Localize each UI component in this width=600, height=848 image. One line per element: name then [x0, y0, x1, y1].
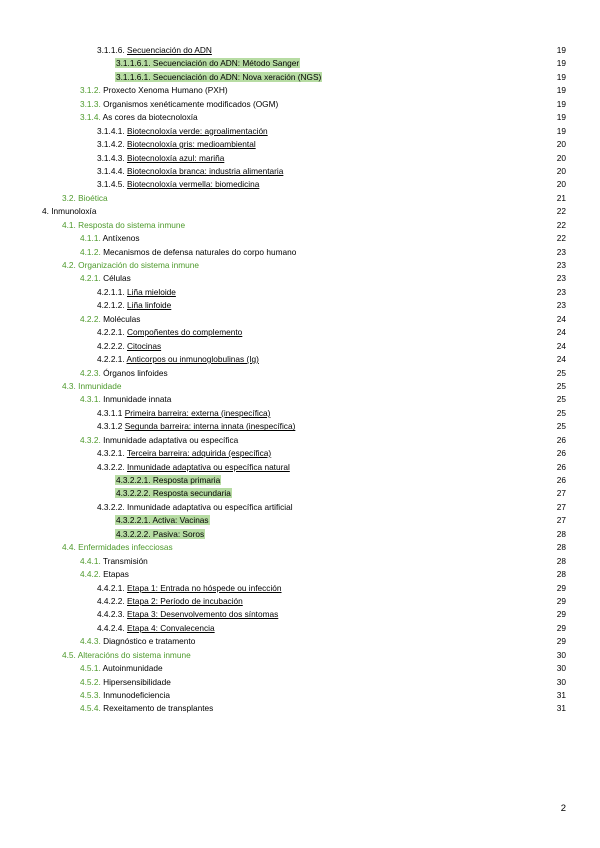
toc-entry-label[interactable]: Compoñentes do complemento: [127, 327, 243, 338]
toc-entry[interactable]: [0, 622, 600, 635]
toc-entry-number: 4.3.2.2.: [97, 461, 125, 472]
toc-entry-text: [97, 595, 243, 608]
toc-entry-page: 19: [556, 58, 566, 69]
toc-entry-label[interactable]: Pasiva: Soros: [152, 528, 205, 539]
toc-entry-label[interactable]: Biotecnoloxía branca: industria alimentaria: [127, 165, 284, 176]
toc-entry-number: 4.2.1.2.: [97, 300, 125, 311]
toc-entry[interactable]: [0, 608, 600, 621]
toc-entry-page: 22: [556, 206, 566, 217]
toc-entry[interactable]: [0, 568, 600, 581]
toc-entry-text: [97, 407, 270, 420]
toc-entry-page: 30: [556, 649, 566, 660]
toc-entry-label[interactable]: Resposta do sistema inmune: [78, 219, 186, 230]
toc-entry-page: 23: [556, 286, 566, 297]
toc-entry-text: [80, 111, 198, 124]
toc-entry-text: [97, 125, 268, 138]
toc-entry-number: 4.3.1.1: [97, 407, 123, 418]
toc-entry-text: [62, 192, 108, 205]
toc-entry-label[interactable]: Secuenciación do ADN: [127, 45, 212, 55]
toc-entry-number: 4.2.2.: [80, 313, 101, 324]
toc-entry-label[interactable]: Secuenciación do ADN: Nova xeración (NGS): [152, 71, 322, 82]
toc-entry-text: [42, 205, 96, 218]
toc-entry-label[interactable]: Inmunidade innata: [103, 394, 172, 405]
toc-entry-text: [97, 447, 271, 460]
toc-entry-number: 4.3.2.1.: [97, 448, 125, 459]
toc-entry-number: 3.1.1.6.1.: [116, 71, 151, 82]
toc-entry-number: 3.1.2.: [80, 85, 101, 96]
toc-entry-number: 3.1.4.2.: [97, 139, 125, 150]
toc-entry-text: [115, 487, 232, 500]
toc-entry-highlight: [115, 488, 232, 498]
toc-entry-number: 4.2.1.: [80, 273, 101, 284]
toc-entry-text: [97, 138, 256, 151]
toc-entry-text: [80, 232, 140, 245]
toc-entry[interactable]: [0, 57, 600, 70]
toc-entry[interactable]: [0, 555, 600, 568]
toc-entry-label[interactable]: Resposta secundaria: [152, 488, 231, 499]
toc-entry-page: 27: [556, 515, 566, 526]
toc-entry-label[interactable]: Organización do sistema inmune: [78, 260, 199, 270]
toc-entry-page: 22: [556, 233, 566, 244]
toc-entry[interactable]: [0, 461, 600, 474]
toc-entry-label[interactable]: Inmunidade adaptativa ou específica artificial: [127, 501, 293, 512]
toc-entry-label[interactable]: Biotecnoloxía vermella: biomedicina: [127, 179, 260, 190]
toc-entry-text: [115, 528, 205, 541]
toc-entry-text: [62, 541, 173, 554]
toc-entry[interactable]: [0, 299, 600, 312]
toc-entry-page: 29: [556, 622, 566, 633]
toc-entry[interactable]: [0, 152, 600, 165]
toc-entry-number: 4.3.1.2: [97, 421, 123, 432]
toc-entry[interactable]: [0, 138, 600, 151]
toc-entry-label[interactable]: Transmisión: [102, 555, 148, 566]
toc-entry-text: [115, 71, 322, 84]
toc-entry-page: 19: [556, 112, 566, 123]
toc-entry[interactable]: [0, 272, 600, 285]
toc-entry-page: 31: [556, 690, 566, 700]
toc-entry-label[interactable]: Segunda barreira: interna innata (inespecífica): [124, 421, 296, 432]
toc-entry-number: 4.4.: [62, 542, 76, 553]
toc-entry[interactable]: [0, 286, 600, 299]
toc-entry[interactable]: [0, 447, 600, 460]
toc-entry-page: 28: [556, 528, 566, 539]
toc-entry[interactable]: [0, 111, 600, 124]
toc-entry-text: [97, 582, 282, 595]
toc-entry-page: 30: [556, 663, 566, 674]
toc-entry-text: [80, 635, 195, 648]
toc-entry-page: 23: [556, 300, 566, 311]
toc-entry-page: 26: [556, 434, 566, 445]
toc-entry-label[interactable]: Enfermidades infecciosas: [78, 542, 173, 553]
toc-entry-number: 4.5.2.: [80, 676, 101, 687]
toc-entry-label[interactable]: Autoinmunidade: [102, 663, 163, 674]
toc-entry-number: 4.5.1.: [80, 663, 101, 674]
toc-entry-page: 20: [556, 165, 566, 176]
toc-entry-number: 3.1.4.3.: [97, 152, 125, 163]
toc-entry-text: [80, 98, 278, 111]
toc-entry-label[interactable]: Organismos xenéticamente modificados (OGM): [103, 98, 279, 109]
toc-entry-number: 4.4.2.: [80, 569, 101, 580]
toc-entry[interactable]: [0, 353, 600, 366]
toc-entry-number: 3.1.1.6.1.: [116, 58, 151, 69]
toc-entry-text: [62, 259, 199, 272]
toc-entry-page: 24: [556, 340, 566, 351]
toc-entry-label[interactable]: Bioética: [78, 192, 108, 203]
toc-entry-page: 28: [556, 569, 566, 580]
toc-entry-text: [80, 434, 238, 447]
toc-entry-text: [115, 514, 210, 527]
toc-entry-text: [97, 178, 259, 191]
toc-entry-text: [80, 555, 148, 568]
toc-entry-page: 19: [556, 45, 566, 55]
toc-entry-label[interactable]: Etapa 3: Desenvolvemento dos síntomas: [127, 609, 279, 620]
toc-entry-text: [80, 393, 171, 406]
toc-entry-number: 4.3.: [62, 380, 76, 391]
toc-entry[interactable]: [0, 474, 600, 487]
toc-entry-number: 4.: [42, 206, 49, 217]
toc-entry-label[interactable]: Liña mieloide: [127, 286, 176, 297]
toc-entry-number: 4.4.3.: [80, 636, 101, 647]
toc-entry-number: 4.3.2.2.1.: [116, 475, 151, 485]
toc-entry-page: 23: [556, 273, 566, 284]
toc-entry[interactable]: [0, 219, 600, 232]
toc-entry-number: 3.1.4.5.: [97, 179, 125, 190]
toc-entry[interactable]: [0, 205, 600, 218]
toc-entry-text: [97, 461, 290, 474]
toc-entry-page: 19: [556, 98, 566, 109]
toc-entry-number: 4.1.1.: [80, 233, 101, 244]
toc-entry[interactable]: [0, 487, 600, 500]
toc-entry-text: [80, 313, 140, 326]
toc-entry-number: 4.2.2.2.: [97, 340, 125, 351]
toc-entry-number: 4.3.2.2.2.: [116, 528, 151, 539]
toc-entry[interactable]: [0, 313, 600, 326]
toc-entry-text: [97, 501, 293, 514]
toc-entry-label[interactable]: Proxecto Xenoma Humano (PXH): [103, 85, 228, 96]
toc-entry[interactable]: [0, 246, 600, 259]
toc-entry-text: [115, 57, 300, 70]
toc-entry-text: [97, 608, 278, 621]
toc-entry-text: [97, 353, 259, 366]
toc-entry-page: 25: [556, 380, 566, 391]
toc-entry-page: 28: [556, 555, 566, 566]
toc-entry-highlight: [115, 58, 300, 68]
toc-entry-text: [80, 662, 163, 675]
toc-entry-label[interactable]: Secuenciación do ADN: Método Sanger: [152, 58, 300, 69]
toc-entry-page: 26: [556, 448, 566, 459]
toc-entry-label[interactable]: Biotecnoloxía azul: mariña: [127, 152, 225, 163]
toc-entry[interactable]: [0, 232, 600, 245]
toc-entry[interactable]: [0, 501, 600, 514]
toc-entry[interactable]: [0, 528, 600, 541]
toc-entry-highlight: [115, 72, 322, 82]
toc-entry-page: 29: [556, 636, 566, 647]
toc-entry-page: 24: [556, 354, 566, 365]
toc-entry-number: 4.5.4.: [80, 703, 101, 714]
toc-entry-highlight: [115, 515, 210, 525]
toc-entry-number: 4.3.1.: [80, 394, 101, 405]
toc-entry[interactable]: [0, 380, 600, 393]
page-number: 2: [560, 803, 566, 814]
toc-entry[interactable]: [0, 514, 600, 527]
toc-entry-label[interactable]: Etapa 4: Convalecencia: [127, 622, 215, 633]
toc-entry[interactable]: [0, 702, 600, 715]
toc-entry-text: [80, 367, 168, 380]
toc-entry-label[interactable]: Moléculas: [103, 313, 141, 324]
toc-entry-text: [97, 165, 283, 178]
toc-entry-number: 3.1.3.: [80, 98, 101, 109]
toc-entry-text: [80, 84, 228, 97]
toc-entry[interactable]: [0, 125, 600, 138]
toc-entry-number: 3.1.4.4.: [97, 165, 125, 176]
toc-entry-page: 26: [556, 461, 566, 472]
toc-entry-page: 25: [556, 421, 566, 432]
toc-entry-number: 3.1.4.: [80, 112, 101, 123]
toc-entry-label[interactable]: Activa: Vacinas: [152, 515, 209, 526]
toc-entry-number: 4.3.2.2.: [97, 501, 125, 512]
toc-entry[interactable]: [0, 393, 600, 406]
toc-entry-label[interactable]: Células: [103, 273, 131, 284]
toc-entry-highlight: [115, 529, 205, 539]
toc-entry-number: 4.1.2.: [80, 246, 101, 257]
toc-entry-page: 29: [556, 609, 566, 620]
toc-entry-text: [80, 689, 170, 702]
toc-entry-text: [115, 474, 221, 487]
toc-entry-label[interactable]: Primeira barreira: externa (inespecífica): [124, 407, 271, 418]
toc-entry-page: 31: [556, 703, 566, 714]
toc-entry-label[interactable]: Inmunoloxía: [51, 206, 97, 217]
toc-entry[interactable]: [0, 676, 600, 689]
toc-entry[interactable]: [0, 420, 600, 433]
toc-entry[interactable]: [0, 44, 600, 57]
toc-entry-number: 4.2.: [62, 260, 76, 270]
toc-entry-label[interactable]: As cores da biotecnoloxía: [102, 112, 198, 123]
toc-entry-number: 4.2.3.: [80, 367, 101, 378]
toc-entry[interactable]: [0, 259, 600, 272]
toc-entry-number: 3.1.1.6.: [97, 45, 125, 55]
toc-entry-label[interactable]: Anticorpos ou inmunoglobulinas (Ig): [126, 354, 259, 365]
toc-entry[interactable]: [0, 541, 600, 554]
toc-entry-label[interactable]: Antíxenos: [102, 233, 140, 244]
toc-entry-text: [97, 44, 212, 57]
toc-entry[interactable]: [0, 178, 600, 191]
toc-entry-label[interactable]: Inmunidade adaptativa ou específica natural: [127, 461, 290, 472]
toc-entry[interactable]: [0, 326, 600, 339]
toc-entry-page: 29: [556, 595, 566, 606]
toc-entry-text: [97, 622, 215, 635]
toc-entry-number: 4.5.3.: [80, 690, 101, 700]
toc-entry-page: 25: [556, 394, 566, 405]
toc-entry-page: 23: [556, 246, 566, 257]
toc-entry-label[interactable]: Mecanismos de defensa naturales do corpo humano: [103, 246, 297, 257]
toc-entry-label[interactable]: Etapa 1: Entrada no hóspede ou infección: [127, 582, 282, 593]
toc-entry[interactable]: [0, 649, 600, 662]
toc-entry-number: 4.2.2.1.: [97, 327, 125, 338]
toc-entry-page: 23: [556, 260, 566, 270]
toc-entry-label[interactable]: Inmunodeficiencia: [103, 690, 170, 700]
toc-entry-label[interactable]: Inmunidade: [78, 380, 122, 391]
toc-entry[interactable]: [0, 84, 600, 97]
toc-entry[interactable]: [0, 635, 600, 648]
toc-entry-text: [97, 326, 242, 339]
toc-entry-label[interactable]: Liña linfoide: [127, 300, 172, 311]
toc-entry-text: [62, 380, 122, 393]
table-of-contents: [0, 44, 600, 716]
toc-entry-label[interactable]: Hipersensibilidade: [103, 676, 171, 687]
toc-entry-label[interactable]: Diagnóstico e tratamento: [103, 636, 196, 647]
toc-entry-page: 28: [556, 542, 566, 553]
toc-entry-label[interactable]: Etapas: [103, 569, 129, 580]
toc-entry-number: 4.2.2.1.: [97, 354, 125, 365]
toc-entry[interactable]: [0, 192, 600, 205]
toc-entry-label[interactable]: Rexeitamento de transplantes: [103, 703, 214, 714]
toc-entry-text: [97, 299, 171, 312]
toc-entry-label[interactable]: Terceira barreira: adquirida (específica): [126, 448, 272, 459]
toc-entry-page: 27: [556, 501, 566, 512]
toc-entry-label[interactable]: Biotecnoloxía verde: agroalimentación: [127, 125, 268, 136]
toc-entry[interactable]: [0, 407, 600, 420]
toc-entry-number: 4.4.2.4.: [97, 622, 125, 633]
toc-entry-page: 30: [556, 676, 566, 687]
toc-entry[interactable]: [0, 98, 600, 111]
toc-entry-number: 4.5.: [62, 649, 76, 660]
toc-entry-number: 4.4.2.1.: [97, 582, 125, 593]
toc-entry[interactable]: [0, 434, 600, 447]
toc-entry-page: 20: [556, 152, 566, 163]
toc-entry-page: 20: [556, 179, 566, 190]
toc-entry[interactable]: [0, 340, 600, 353]
toc-entry-label[interactable]: Etapa 2: Período de incubación: [127, 595, 243, 606]
toc-entry-label[interactable]: Citocinas: [127, 340, 162, 351]
toc-entry-label[interactable]: Órganos linfoides: [103, 367, 168, 378]
toc-entry-label[interactable]: Alteracións do sistema inmune: [77, 649, 191, 660]
toc-entry-text: [97, 340, 161, 353]
toc-entry-text: [80, 676, 171, 689]
toc-entry-text: [97, 286, 176, 299]
toc-entry-number: 4.4.2.2.: [97, 595, 125, 606]
toc-entry-highlight: [115, 475, 221, 485]
toc-entry-page: 25: [556, 407, 566, 418]
toc-entry-text: [97, 420, 295, 433]
toc-entry-page: 19: [556, 125, 566, 136]
toc-entry-number: 4.1.: [62, 219, 76, 230]
toc-entry-number: 4.3.2.2.1.: [116, 515, 151, 526]
toc-entry-page: 19: [556, 71, 566, 82]
toc-entry[interactable]: [0, 662, 600, 675]
toc-entry-number: 4.3.2.: [80, 434, 101, 445]
toc-entry-page: 22: [556, 219, 566, 230]
toc-entry-page: 20: [556, 139, 566, 150]
toc-entry-page: 19: [556, 85, 566, 96]
toc-entry-number: 4.4.1.: [80, 555, 101, 566]
toc-entry-number: 4.2.1.1.: [97, 286, 125, 297]
toc-entry-page: 24: [556, 327, 566, 338]
toc-entry-label[interactable]: Biotecnoloxía gris: medioambiental: [127, 139, 256, 150]
toc-entry[interactable]: [0, 367, 600, 380]
toc-entry-page: 27: [556, 488, 566, 499]
toc-entry-label[interactable]: Inmunidade adaptativa ou específica: [103, 434, 239, 445]
toc-entry[interactable]: [0, 595, 600, 608]
toc-entry-page: 25: [556, 367, 566, 378]
toc-entry[interactable]: [0, 689, 600, 702]
toc-entry-number: 3.1.4.1.: [97, 125, 125, 136]
toc-entry-text: [62, 649, 191, 662]
toc-entry-number: 3.2.: [62, 192, 76, 203]
toc-entry-text: [62, 219, 185, 232]
toc-entry-page: 29: [556, 582, 566, 593]
toc-entry-text: [97, 152, 224, 165]
toc-entry-label[interactable]: Resposta primaria: [152, 475, 221, 485]
toc-entry-page: 21: [556, 192, 566, 203]
toc-entry-text: [80, 272, 131, 285]
toc-entry[interactable]: [0, 71, 600, 84]
toc-entry-number: 4.4.2.3.: [97, 609, 125, 620]
toc-entry-text: [80, 246, 296, 259]
toc-entry[interactable]: [0, 165, 600, 178]
toc-entry-text: [80, 702, 213, 715]
toc-entry-page: 26: [556, 475, 566, 485]
toc-entry-number: 4.3.2.2.2.: [116, 488, 151, 499]
toc-entry[interactable]: [0, 582, 600, 595]
toc-entry-text: [80, 568, 129, 581]
toc-entry-page: 24: [556, 313, 566, 324]
